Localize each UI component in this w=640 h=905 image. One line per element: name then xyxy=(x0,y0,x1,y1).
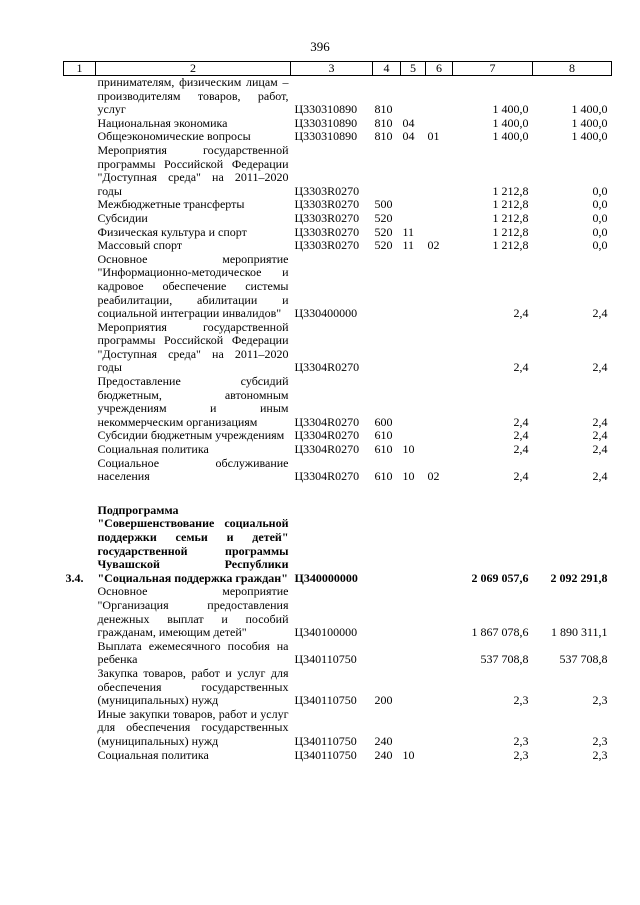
page-number: 396 xyxy=(310,39,330,54)
subsection: 02 xyxy=(427,469,440,484)
row-name: Подпрограмма "Совершенствование социальной поддержки семьи и детей" государственной программы Чувашской Республики "Социальная поддержка граждан" xyxy=(97,502,289,585)
amount-year-2: 537 708,8 xyxy=(559,652,608,667)
section: 11 xyxy=(402,224,415,239)
subsection xyxy=(426,117,453,131)
section xyxy=(401,375,426,429)
amount-year-2: 0,0 xyxy=(592,224,608,239)
table-row xyxy=(64,117,612,131)
row-index xyxy=(64,667,96,708)
expense-type: 810 xyxy=(374,129,393,144)
target-code: Ц3303R0270 xyxy=(294,183,360,198)
target-code: Ц340110750 xyxy=(294,652,357,667)
header-row xyxy=(64,62,612,76)
target-code: Ц340000000 xyxy=(294,570,358,585)
table-row xyxy=(64,144,612,198)
section xyxy=(401,504,426,586)
amount-year-1: 2,4 xyxy=(513,306,529,321)
row-name: Социальная политика xyxy=(97,747,209,762)
expense-type: 610 xyxy=(374,469,393,484)
subsection xyxy=(426,667,453,708)
row-index xyxy=(64,117,96,131)
row-name: Иные закупки товаров, работ и услуг для обеспечения государственных (муниципальных) нужд xyxy=(97,706,289,748)
amount-year-2: 0,0 xyxy=(592,197,608,212)
section xyxy=(401,429,426,443)
section xyxy=(401,212,426,226)
section xyxy=(401,667,426,708)
row-index xyxy=(64,375,96,429)
row-index xyxy=(64,239,96,253)
expense-type: 200 xyxy=(374,693,393,708)
subsection: 01 xyxy=(427,129,440,144)
table-row xyxy=(64,443,612,457)
amount-year-1: 2,4 xyxy=(513,428,529,443)
row-name: Национальная экономика xyxy=(97,115,228,130)
subsection xyxy=(426,504,453,586)
section xyxy=(401,708,426,749)
target-code: Ц3304R0270 xyxy=(294,414,360,429)
row-index xyxy=(64,76,96,117)
table-row xyxy=(64,76,612,117)
expense-type: 810 xyxy=(374,115,393,130)
amount-year-1: 2,3 xyxy=(513,747,529,762)
subsection xyxy=(426,749,453,763)
section xyxy=(401,640,426,667)
expense-type xyxy=(373,321,401,375)
expense-type xyxy=(373,504,401,586)
target-code: Ц330310890 xyxy=(294,102,358,117)
expense-type: 500 xyxy=(374,197,393,212)
row-name: Физическая культура и спорт xyxy=(97,224,247,239)
table-row xyxy=(64,198,612,212)
amount-year-2: 2,4 xyxy=(592,428,608,443)
target-code: Ц3303R0270 xyxy=(294,210,360,225)
target-code: Ц3304R0270 xyxy=(294,360,360,375)
row-index xyxy=(64,198,96,212)
expense-type: 520 xyxy=(374,238,393,253)
amount-year-2: 2,4 xyxy=(592,469,608,484)
column-header: 1 xyxy=(64,62,96,76)
row-name: Предоставление субсидий бюджетным, автономным учреждениям и иным некоммерческим организациям xyxy=(97,374,289,429)
target-code: Ц330310890 xyxy=(294,115,358,130)
subsection xyxy=(426,253,453,321)
amount-year-1: 2 069 057,6 xyxy=(471,570,529,585)
row-name: Субсидии xyxy=(97,210,148,225)
row-name: Социальное обслуживание населения xyxy=(97,455,289,484)
amount-year-2: 2,3 xyxy=(592,693,608,708)
target-code: Ц340110750 xyxy=(294,733,357,748)
row-index xyxy=(64,443,96,457)
table-row xyxy=(64,239,612,253)
table-row xyxy=(64,375,612,429)
table-row xyxy=(64,457,612,484)
row-index xyxy=(64,585,96,639)
amount-year-1: 1 400,0 xyxy=(492,129,529,144)
expense-type xyxy=(373,585,401,639)
row-index xyxy=(64,457,96,484)
amount-year-1: 1 212,8 xyxy=(492,197,529,212)
subsection xyxy=(426,375,453,429)
target-code: Ц340110750 xyxy=(294,693,357,708)
amount-year-1: 2,3 xyxy=(513,693,529,708)
amount-year-1: 1 867 078,6 xyxy=(471,625,529,640)
table-row xyxy=(64,708,612,749)
amount-year-1: 1 400,0 xyxy=(492,102,529,117)
row-name: Субсидии бюджетным учреждениям xyxy=(97,428,285,443)
amount-year-1: 2,3 xyxy=(513,733,529,748)
amount-year-2: 2,3 xyxy=(592,733,608,748)
target-code: Ц340100000 xyxy=(294,625,358,640)
target-code: Ц3304R0270 xyxy=(294,442,360,457)
row-index: 3.4. xyxy=(65,570,84,585)
section xyxy=(401,253,426,321)
column-header: 4 xyxy=(373,62,401,76)
expense-type: 610 xyxy=(374,428,393,443)
amount-year-2: 2,4 xyxy=(592,414,608,429)
subsection xyxy=(426,321,453,375)
target-code: Ц340110750 xyxy=(294,747,357,762)
target-code: Ц330400000 xyxy=(294,306,358,321)
target-code: Ц330310890 xyxy=(294,129,358,144)
target-code: Ц3303R0270 xyxy=(294,197,360,212)
section xyxy=(401,76,426,117)
subsection xyxy=(426,226,453,240)
amount-year-1: 1 212,8 xyxy=(492,183,529,198)
amount-year-1: 1 212,8 xyxy=(492,224,529,239)
expense-type: 520 xyxy=(374,210,393,225)
subsection xyxy=(426,640,453,667)
table-row xyxy=(64,504,612,586)
section: 04 xyxy=(402,129,415,144)
amount-year-2: 0,0 xyxy=(592,238,608,253)
amount-year-2: 1 400,0 xyxy=(571,115,608,130)
row-index xyxy=(64,321,96,375)
section: 10 xyxy=(402,469,415,484)
table-row xyxy=(64,640,612,667)
row-index xyxy=(64,640,96,667)
row-name: принимателям, физическим лицам – производителям товаров, работ, услуг xyxy=(97,75,289,117)
amount-year-1: 2,4 xyxy=(513,469,529,484)
amount-year-2: 1 890 311,1 xyxy=(550,625,608,640)
section: 04 xyxy=(402,115,415,130)
amount-year-1: 1 400,0 xyxy=(492,115,529,130)
section: 10 xyxy=(402,442,415,457)
expense-type: 520 xyxy=(374,224,393,239)
table-body xyxy=(64,76,612,763)
row-index xyxy=(64,429,96,443)
section xyxy=(401,198,426,212)
row-name: Общеэкономические вопросы xyxy=(97,129,251,144)
subsection xyxy=(426,76,453,117)
amount-year-1: 2,4 xyxy=(513,442,529,457)
row-name: Мероприятия государственной программы Российской Федерации "Доступная среда" на 2011–2020 годы xyxy=(97,319,289,375)
amount-year-2: 2 092 291,8 xyxy=(550,570,608,585)
column-header: 8 xyxy=(533,62,612,76)
spacer-row xyxy=(64,484,612,504)
spacer-cell xyxy=(64,484,612,504)
row-name: Основное мероприятие "Организация предоставления денежных выплат и пособий гражданам, имеющим детей" xyxy=(97,584,289,640)
expense-type: 240 xyxy=(374,747,393,762)
amount-year-2: 2,4 xyxy=(592,442,608,457)
column-number-header xyxy=(64,62,612,76)
target-code: Ц3304R0270 xyxy=(294,428,360,443)
target-code: Ц3303R0270 xyxy=(294,224,360,239)
section xyxy=(401,585,426,639)
table-row xyxy=(64,667,612,708)
amount-year-1: 1 212,8 xyxy=(492,210,529,225)
subsection xyxy=(426,708,453,749)
subsection xyxy=(426,585,453,639)
table-row xyxy=(64,749,612,763)
row-index xyxy=(64,130,96,144)
column-header: 7 xyxy=(453,62,533,76)
subsection xyxy=(426,144,453,198)
row-name: Закупка товаров, работ и услуг для обеспечения государственных (муниципальных) нужд xyxy=(97,665,289,708)
table-row xyxy=(64,321,612,375)
section xyxy=(401,144,426,198)
section: 10 xyxy=(402,747,415,762)
amount-year-1: 2,4 xyxy=(513,414,529,429)
row-name: Межбюджетные трансферты xyxy=(97,197,245,212)
row-index xyxy=(64,253,96,321)
expense-type: 810 xyxy=(374,102,393,117)
amount-year-2: 2,3 xyxy=(592,747,608,762)
row-index xyxy=(64,226,96,240)
amount-year-1: 2,4 xyxy=(513,360,529,375)
expense-type: 600 xyxy=(374,414,393,429)
row-index xyxy=(64,212,96,226)
budget-table xyxy=(63,61,612,762)
section: 11 xyxy=(402,238,415,253)
amount-year-2: 2,4 xyxy=(592,360,608,375)
table-row xyxy=(64,253,612,321)
amount-year-1: 1 212,8 xyxy=(492,238,529,253)
column-header: 6 xyxy=(426,62,453,76)
row-name: Выплата ежемесячного пособия на ребенка xyxy=(97,638,289,667)
table-row xyxy=(64,585,612,639)
row-name: Массовый спорт xyxy=(97,238,183,253)
row-name: Мероприятия государственной программы Российской Федерации "Доступная среда" на 2011–2020 годы xyxy=(97,142,289,198)
subsection xyxy=(426,198,453,212)
table-row xyxy=(64,226,612,240)
table-row xyxy=(64,130,612,144)
expense-type: 610 xyxy=(374,442,393,457)
row-index xyxy=(64,749,96,763)
target-code: Ц3303R0270 xyxy=(294,238,360,253)
amount-year-2: 2,4 xyxy=(592,306,608,321)
subsection xyxy=(426,443,453,457)
target-code: Ц3304R0270 xyxy=(294,469,360,484)
section xyxy=(401,321,426,375)
row-index xyxy=(64,708,96,749)
subsection: 02 xyxy=(427,238,440,253)
expense-type xyxy=(373,144,401,198)
column-header: 2 xyxy=(96,62,291,76)
subsection xyxy=(426,429,453,443)
column-header: 3 xyxy=(291,62,373,76)
amount-year-2: 0,0 xyxy=(592,210,608,225)
amount-year-2: 1 400,0 xyxy=(571,129,608,144)
column-header: 5 xyxy=(401,62,426,76)
row-index xyxy=(64,144,96,198)
amount-year-2: 1 400,0 xyxy=(571,102,608,117)
expense-type xyxy=(373,640,401,667)
amount-year-1: 537 708,8 xyxy=(480,652,529,667)
table-row xyxy=(64,212,612,226)
row-name: Основное мероприятие "Информационно-методическое и кадровое обеспечение системы реабилитации, абилитации и социальной интеграции инвалидов" xyxy=(97,251,289,321)
expense-type xyxy=(373,253,401,321)
subsection xyxy=(426,212,453,226)
expense-type: 240 xyxy=(374,733,393,748)
amount-year-2: 0,0 xyxy=(592,183,608,198)
row-name: Социальная политика xyxy=(97,442,209,457)
table-row xyxy=(64,429,612,443)
